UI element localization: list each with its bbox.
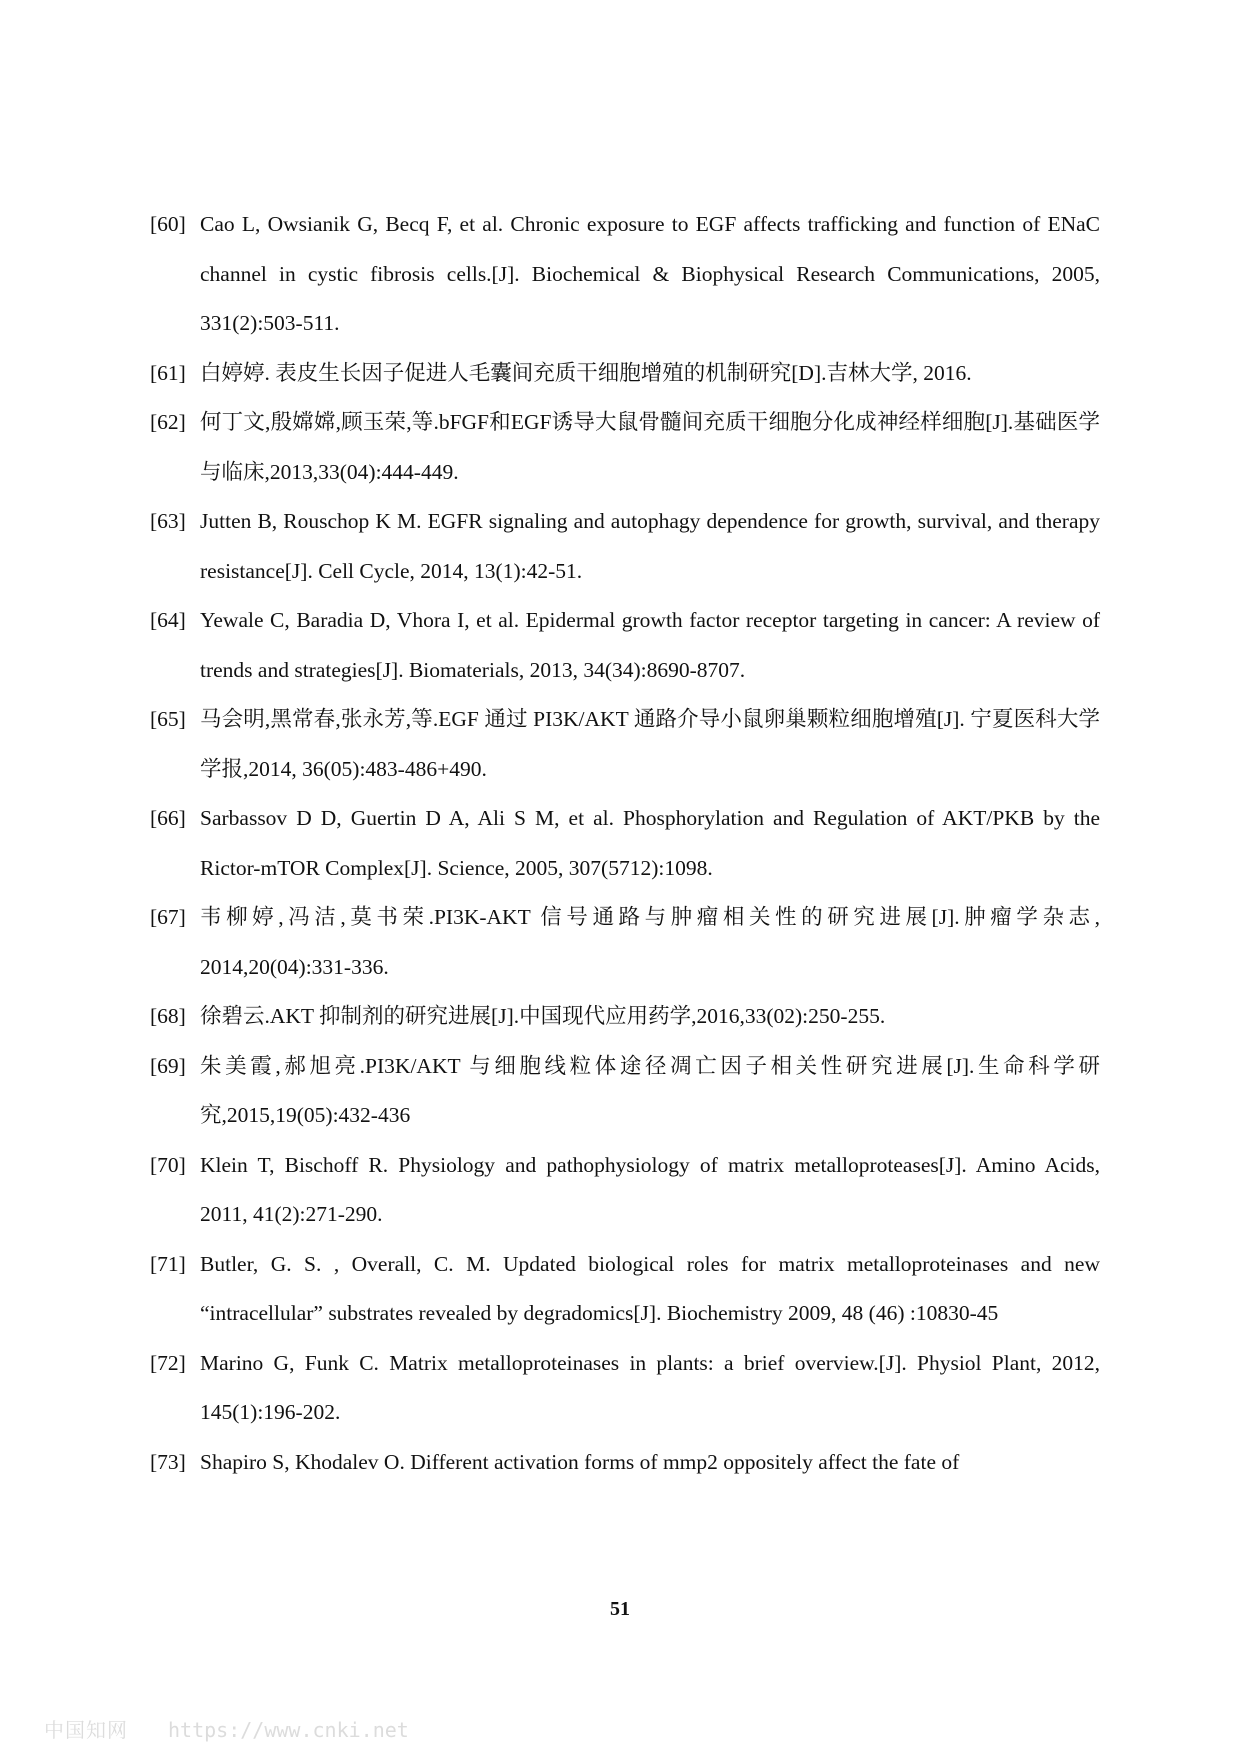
reference-item: [150, 1240, 1100, 1339]
reference-item: [150, 596, 1100, 695]
reference-item: [150, 200, 1100, 349]
reference-text: Butler, G. S. , Overall, C. M. Updated biological roles for matrix metalloproteinases and new “intracellular” substrates revealed by degradomics[J]. Biochemistry 2009, 48 (46) :10830-45: [200, 1251, 1100, 1325]
reference-text: Marino G, Funk C. Matrix metalloproteinases in plants: a brief overview.[J]. Physiol Plant, 2012, 145(1):196-202.: [200, 1350, 1100, 1424]
reference-number: [71]: [150, 1251, 186, 1276]
reference-number: [67]: [150, 905, 186, 929]
reference-number: [64]: [150, 608, 186, 632]
reference-item: [150, 398, 1100, 497]
reference-number: [65]: [150, 707, 186, 731]
reference-text: 徐碧云.AKT 抑制剂的研究进展[J].中国现代应用药学,2016,33(02):250-255.: [200, 1004, 886, 1028]
watermark-url: https://www.cnki.net: [168, 1718, 409, 1742]
reference-text: Sarbassov D D, Guertin D A, Ali S M, et al. Phosphorylation and Regulation of AKT/PKB by the Rictor-mTOR Complex[J]. Science, 2005, 307(5712):1098.: [200, 806, 1100, 880]
reference-item: [150, 695, 1100, 794]
reference-text: Jutten B, Rouschop K M. EGFR signaling and autophagy dependence for growth, survival, and therapy resistance[J]. Cell Cycle, 2014, 13(1):42-51.: [200, 509, 1100, 583]
reference-text: Klein T, Bischoff R. Physiology and pathophysiology of matrix metalloproteases[J]. Amino Acids, 2011, 41(2):271-290.: [200, 1152, 1100, 1226]
reference-item: [150, 794, 1100, 893]
reference-number: [70]: [150, 1152, 186, 1177]
reference-item: [150, 497, 1100, 596]
cnki-watermark: [44, 1714, 409, 1743]
reference-number: [63]: [150, 509, 186, 533]
reference-text: Cao L, Owsianik G, Becq F, et al. Chronic exposure to EGF affects trafficking and function of ENaC channel in cystic fibrosis cells.[J]. Biochemical & Biophysical Research Communications, 2005, 331(2):503-511.: [200, 212, 1100, 335]
reference-number: [62]: [150, 410, 186, 434]
reference-item: [150, 992, 1100, 1042]
cnki-logo: 中国知网: [44, 1718, 128, 1742]
reference-text: Yewale C, Baradia D, Vhora I, et al. Epidermal growth factor receptor targeting in cancer: A review of trends and strategies[J]. Biomaterials, 2013, 34(34):8690-8707.: [200, 608, 1100, 682]
reference-item: [150, 1042, 1100, 1141]
reference-item: [150, 1438, 1100, 1488]
reference-number: [61]: [150, 360, 186, 385]
reference-item: [150, 893, 1100, 992]
reference-text: 韦柳婷,冯洁,莫书荣.PI3K-AKT 信号通路与肿瘤相关性的研究进展[J].肿瘤学杂志, 2014,20(04):331-336.: [200, 905, 1100, 979]
page-number: 51: [610, 1598, 630, 1620]
reference-number: [68]: [150, 1004, 186, 1028]
reference-item: [150, 349, 1100, 399]
reference-text: 何丁文,殷嫦嫦,顾玉荣,等.bFGF和EGF诱导大鼠骨髓间充质干细胞分化成神经样细胞[J].基础医学与临床,2013,33(04):444-449.: [200, 410, 1100, 484]
reference-number: [66]: [150, 806, 186, 830]
reference-text: 白婷婷. 表皮生长因子促进人毛囊间充质干细胞增殖的机制研究[D].吉林大学, 2016.: [200, 360, 972, 385]
reference-item: [150, 1339, 1100, 1438]
reference-item: [150, 1141, 1100, 1240]
reference-number: [60]: [150, 212, 186, 236]
reference-number: [69]: [150, 1053, 186, 1078]
reference-list: [150, 200, 1100, 1487]
reference-number: [72]: [150, 1350, 186, 1375]
reference-text: 马会明,黑常春,张永芳,等.EGF 通过 PI3K/AKT 通路介导小鼠卵巢颗粒细胞增殖[J]. 宁夏医科大学学报,2014, 36(05):483-486+490.: [200, 707, 1100, 781]
reference-text: Shapiro S, Khodalev O. Different activation forms of mmp2 oppositely affect the fate of: [200, 1449, 960, 1474]
reference-text: 朱美霞,郝旭亮.PI3K/AKT 与细胞线粒体途径凋亡因子相关性研究进展[J].生命科学研究,2015,19(05):432-436: [200, 1053, 1100, 1127]
reference-number: [73]: [150, 1449, 186, 1474]
